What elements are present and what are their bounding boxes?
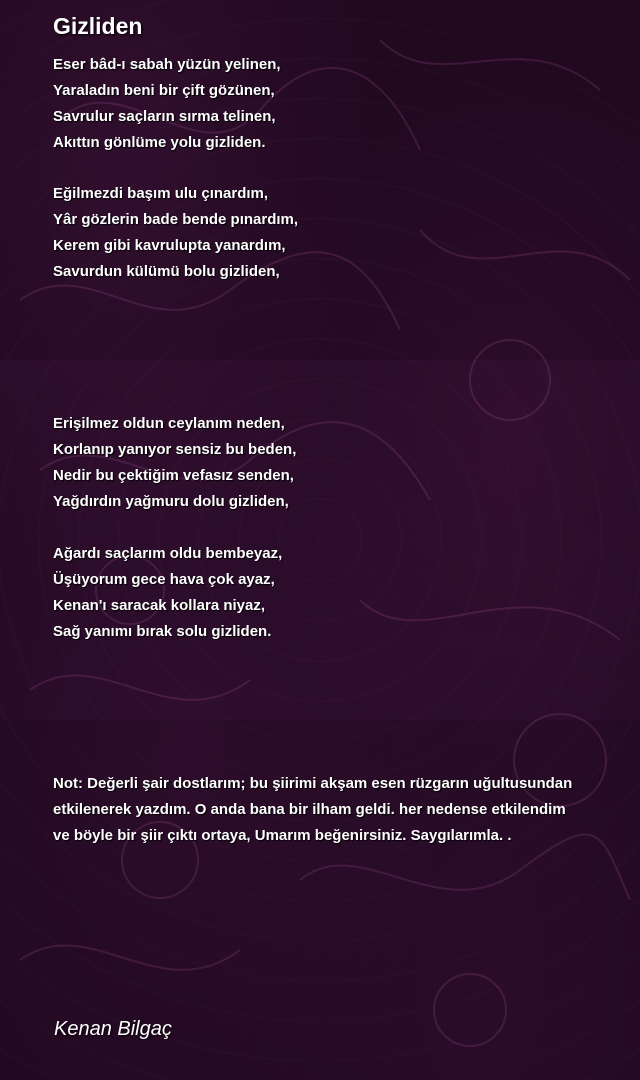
poem-line: Üşüyorum gece hava çok ayaz,	[53, 571, 275, 588]
stanza-2	[53, 181, 298, 285]
poem-line: Nedir bu çektiğim vefasız senden,	[53, 467, 294, 484]
poem-line: Korlanıp yanıyor sensiz bu beden,	[53, 441, 297, 458]
poem-line: Eğilmezdi başım ulu çınardım,	[53, 185, 269, 202]
poem-line: Erişilmez oldun ceylanım neden,	[53, 415, 285, 432]
poem-line: Ağardı saçlarım oldu bembeyaz,	[53, 545, 283, 562]
poem-line: Sağ yanımı bırak solu gizliden.	[53, 623, 272, 640]
stanza-4	[53, 541, 282, 645]
poem-title: Gizliden	[53, 13, 143, 39]
poem-line: Yağdırdın yağmuru dolu gizliden,	[53, 493, 289, 510]
note-line: Not: Değerli şair dostlarım; bu şiirimi akşam esen rüzgarın uğultusundan	[53, 775, 573, 792]
poem-line: Akıttın gönlüme yolu gizliden.	[53, 134, 266, 151]
poem-line: Kenan'ı saracak kollara niyaz,	[53, 597, 266, 614]
stanza-3	[53, 411, 296, 515]
poem-line: Eser bâd-ı sabah yüzün yelinen,	[53, 56, 281, 73]
poem-line: Savurdun külümü bolu gizliden,	[53, 263, 280, 280]
poem-line: Kerem gibi kavrulupta yanardım,	[53, 237, 286, 254]
poem-line: Yâr gözlerin bade bende pınardım,	[53, 211, 299, 228]
poem-line: Savrulur saçların sırma telinen,	[53, 108, 276, 125]
note-line: etkilenerek yazdım. O anda bana bir ilham geldi. her nedense etkilendim	[53, 801, 566, 818]
poem-line: Yaraladın beni bir çift gözünen,	[53, 82, 275, 99]
author-note	[53, 771, 618, 849]
note-line: ve böyle bir şiir çıktı ortaya, Umarım beğenirsiniz. Saygılarımla. .	[53, 827, 512, 844]
stanza-1	[53, 52, 281, 156]
author-name: Kenan Bilgaç	[54, 1018, 172, 1040]
